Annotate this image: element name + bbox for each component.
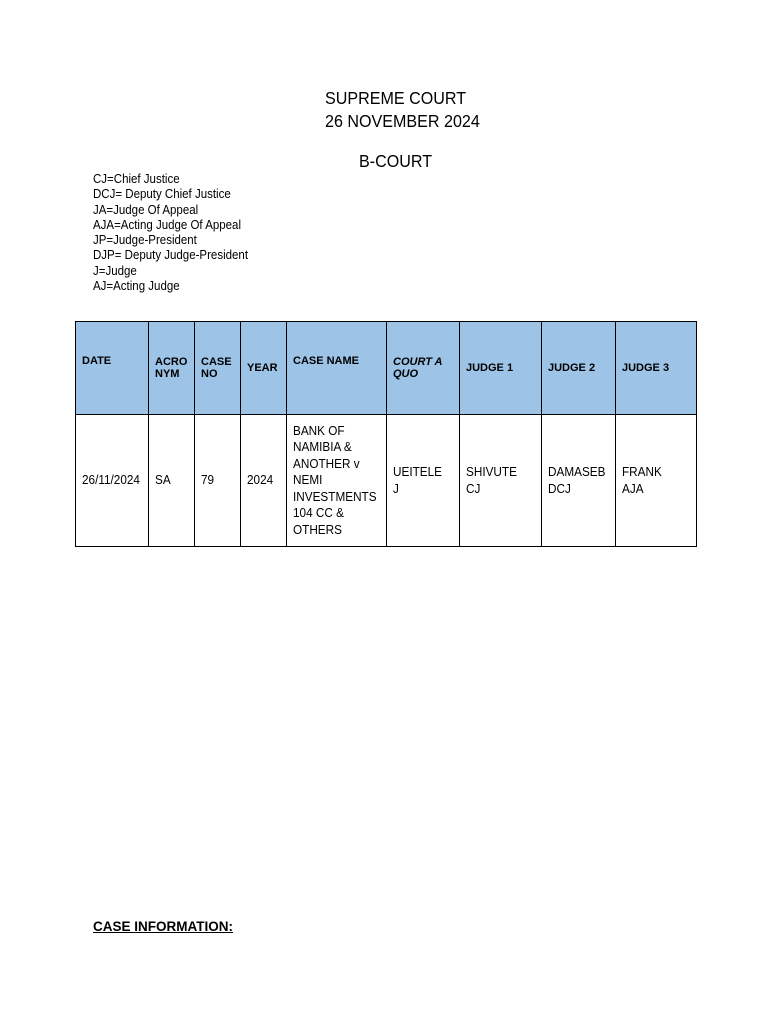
abbreviation-legend: [93, 172, 248, 294]
case-roll-table: [75, 321, 697, 547]
court-title: SUPREME COURT: [325, 88, 467, 108]
header-date: DATE: [76, 322, 149, 415]
case-information-heading: CASE INFORMATION:: [93, 919, 233, 934]
cell-date: 26/11/2024: [76, 415, 149, 547]
header-court-a-quo: COURT A QUO: [387, 322, 460, 415]
legend-item: AJA=Acting Judge Of Appeal: [93, 217, 242, 232]
header-judge-3: JUDGE 3: [616, 322, 697, 415]
cell-year: 2024: [241, 415, 287, 547]
cell-judge-3: FRANK AJA: [616, 415, 697, 547]
cell-acronym: SA: [149, 415, 195, 547]
header-year: YEAR: [241, 322, 287, 415]
cell-case-name: BANK OF NAMIBIA & ANOTHER v NEMI INVESTMENTS 104 CC & OTHERS: [287, 415, 387, 547]
legend-item: CJ=Chief Justice: [93, 172, 180, 186]
cell-judge-2: DAMASEB DCJ: [542, 415, 616, 547]
header-acronym: ACRO NYM: [149, 322, 195, 415]
legend-item: JA=Judge Of Appeal: [93, 202, 199, 217]
court-room: B-COURT: [359, 151, 433, 171]
table-header-row: [76, 322, 697, 415]
header-judge-2: JUDGE 2: [542, 322, 616, 415]
legend-item: AJ=Acting Judge: [93, 279, 180, 294]
table-row: [76, 415, 697, 547]
legend-item: JP=Judge-President: [93, 233, 197, 248]
header-case-name: CASE NAME: [287, 322, 387, 415]
cell-court-a-quo: UEITELE J: [387, 415, 460, 547]
legend-item: J=Judge: [93, 263, 137, 278]
document-title: [325, 87, 480, 133]
legend-item: DCJ= Deputy Chief Justice: [93, 187, 231, 202]
cell-judge-1: SHIVUTE CJ: [460, 415, 542, 547]
header-judge-1: JUDGE 1: [460, 322, 542, 415]
header-case-no: CASE NO: [195, 322, 241, 415]
cell-case-no: 79: [195, 415, 241, 547]
hearing-date: 26 NOVEMBER 2024: [325, 111, 480, 131]
legend-item: DJP= Deputy Judge-President: [93, 248, 249, 263]
